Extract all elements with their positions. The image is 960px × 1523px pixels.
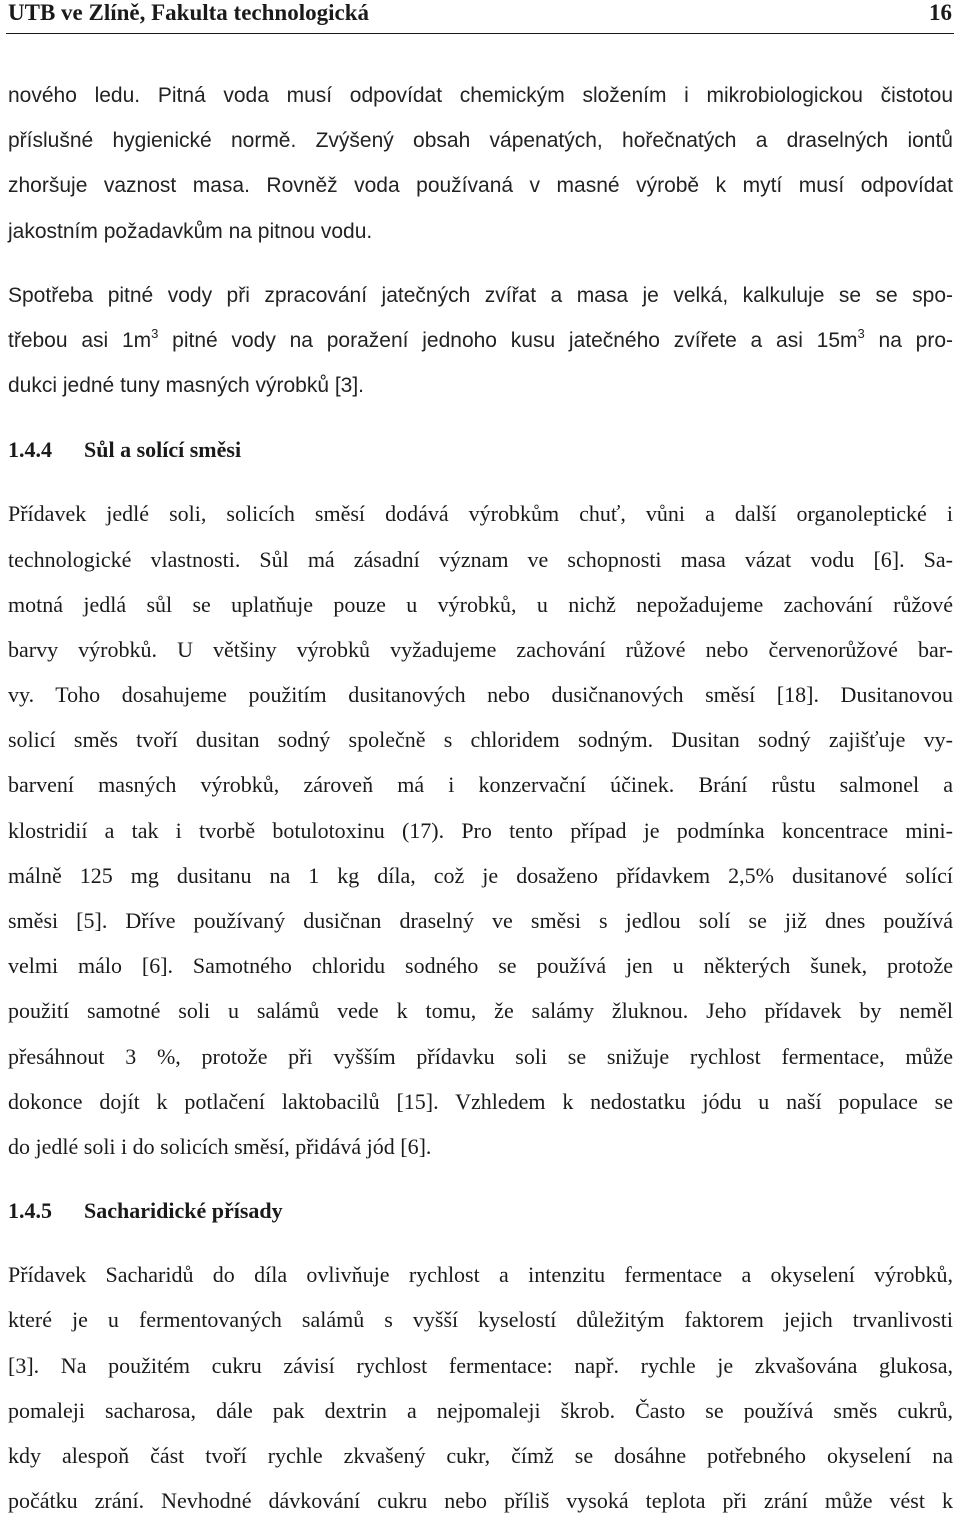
- paragraph-spotreba-vody: [8, 273, 953, 409]
- text-line: velmi málo [6]. Samotného chloridu sodného se používá jen u některých šunek, protože: [8, 953, 953, 979]
- section-title: Sůl a solící směsi: [84, 437, 242, 463]
- superscript: 3: [857, 325, 865, 341]
- paragraph-gap: [8, 1169, 953, 1188]
- text-line: barvy výrobků. U většiny výrobků vyžadujeme zachování růžové nebo červenorůžové bar-: [8, 636, 953, 662]
- text-line: počátku zrání. Nevhodné dávkování cukru nebo příliš vysoká teplota při zrání může vést k: [8, 1488, 953, 1514]
- text-line: příslušné hygienické normě. Zvýšený obsah vápenatých, hořečnatých a draselných iontů: [8, 129, 953, 153]
- header-title: UTB ve Zlíně, Fakulta technologická: [8, 0, 369, 25]
- text-fragment: na pro-: [864, 328, 953, 352]
- page-number: 16: [929, 0, 952, 25]
- text-line: zhoršuje vaznost masa. Rovněž voda používaná v masné výrobě k mytí musí odpovídat: [8, 174, 953, 198]
- section-heading-1-4-5: [8, 1188, 953, 1233]
- text-line: použití samotné soli u salámů vede k tomu, že salámy žluknou. Jeho přídavek by neměl: [8, 998, 953, 1024]
- paragraph-gap: [8, 254, 953, 273]
- section-title: Sacharidické přísady: [84, 1198, 283, 1224]
- section-number: 1.4.5: [8, 1198, 52, 1224]
- text-line: technologické vlastnosti. Sůl má zásadní význam ve schopnosti masa vázat vodu [6]. Sa-: [8, 546, 953, 572]
- text-line: které je u fermentovaných salámů s vyšší kyselostí důležitým faktorem jejich trvanlivosti: [8, 1307, 953, 1333]
- text-line: Přídavek Sacharidů do díla ovlivňuje rychlost a intenzitu fermentace a okyselení výrobků,: [8, 1262, 953, 1288]
- text-fragment: pitné vody na poražení jednoho kusu jatečného zvířete a asi 15m: [158, 328, 858, 352]
- body-text: [8, 73, 953, 1523]
- section-number: 1.4.4: [8, 437, 52, 463]
- paragraph-pitna-voda: [8, 73, 953, 254]
- text-line: kdy alespoň část tvoří rychle zkvašený cukr, čímž se dosáhne potřebného okyselení na: [8, 1442, 953, 1468]
- paragraph-gap: [8, 408, 953, 427]
- text-fragment: třebou asi 1m: [8, 328, 152, 352]
- text-line: pomaleji sacharosa, dále pak dextrin a nejpomaleji škrob. Často se používá směs cukrů,: [8, 1397, 953, 1423]
- text-line: směsi [5]. Dříve používaný dusičnan draselný ve směsi s jedlou solí se již dnes používá: [8, 908, 953, 933]
- paragraph-sul: [8, 491, 953, 1169]
- text-line: [3]. Na použitém cukru závisí rychlost fermentace: např. rychle je zkvašována glukosa,: [8, 1352, 953, 1378]
- text-line: motná jedlá sůl se uplatňuje pouze u výrobků, u nichž nepožadujeme zachování růžové: [8, 591, 953, 617]
- text-line: jakostním požadavkům na pitnou vodu.: [8, 219, 373, 243]
- text-line: klostridií a tak i tvorbě botulotoxinu (17). Pro tento případ je podmínka koncentrace mini-: [8, 817, 953, 843]
- text-line: dukci jedné tuny masných výrobků [3].: [8, 374, 365, 398]
- paragraph-gap: [8, 472, 953, 491]
- text-line: dokonce dojít k potlačení laktobacilů [15]. Vzhledem k nedostatku jódu u naší populace se: [8, 1088, 953, 1114]
- text-line: přesáhnout 3 %, protože při vyšším přídavku soli se snižuje rychlost fermentace, může: [8, 1043, 953, 1069]
- text-line: Přídavek jedlé soli, solicích směsí dodává výrobkům chuť, vůni a další organoleptické i: [8, 501, 953, 527]
- text-line: Spotřeba pitné vody při zpracování jatečných zvířat a masa je velká, kalkuluje se se spo-: [8, 283, 953, 307]
- text-line: do jedlé soli i do solicích směsí, přidává jód [6].: [8, 1133, 432, 1159]
- superscript: 3: [151, 325, 159, 341]
- paragraph-sacharidy: [8, 1252, 953, 1523]
- paragraph-gap: [8, 1233, 953, 1252]
- running-header: [6, 0, 954, 34]
- text-line: solicí směs tvoří dusitan sodný společně s chloridem sodným. Dusitan sodný zajišťuje vy-: [8, 727, 953, 753]
- text-line: nového ledu. Pitná voda musí odpovídat chemickým složením i mikrobiologickou čistotou: [8, 84, 953, 107]
- text-line: vy. Toho dosahujeme použitím dusitanových nebo dusičnanových směsí [18]. Dusitanovou: [8, 682, 953, 708]
- text-line: barvení masných výrobků, zároveň má i konzervační účinek. Brání růstu salmonel a: [8, 772, 953, 798]
- text-line: málně 125 mg dusitanu na 1 kg díla, což je dosaženo přídavkem 2,5% dusitanové solící: [8, 862, 953, 888]
- section-heading-1-4-4: [8, 427, 953, 472]
- text-line-with-superscripts: [8, 318, 953, 363]
